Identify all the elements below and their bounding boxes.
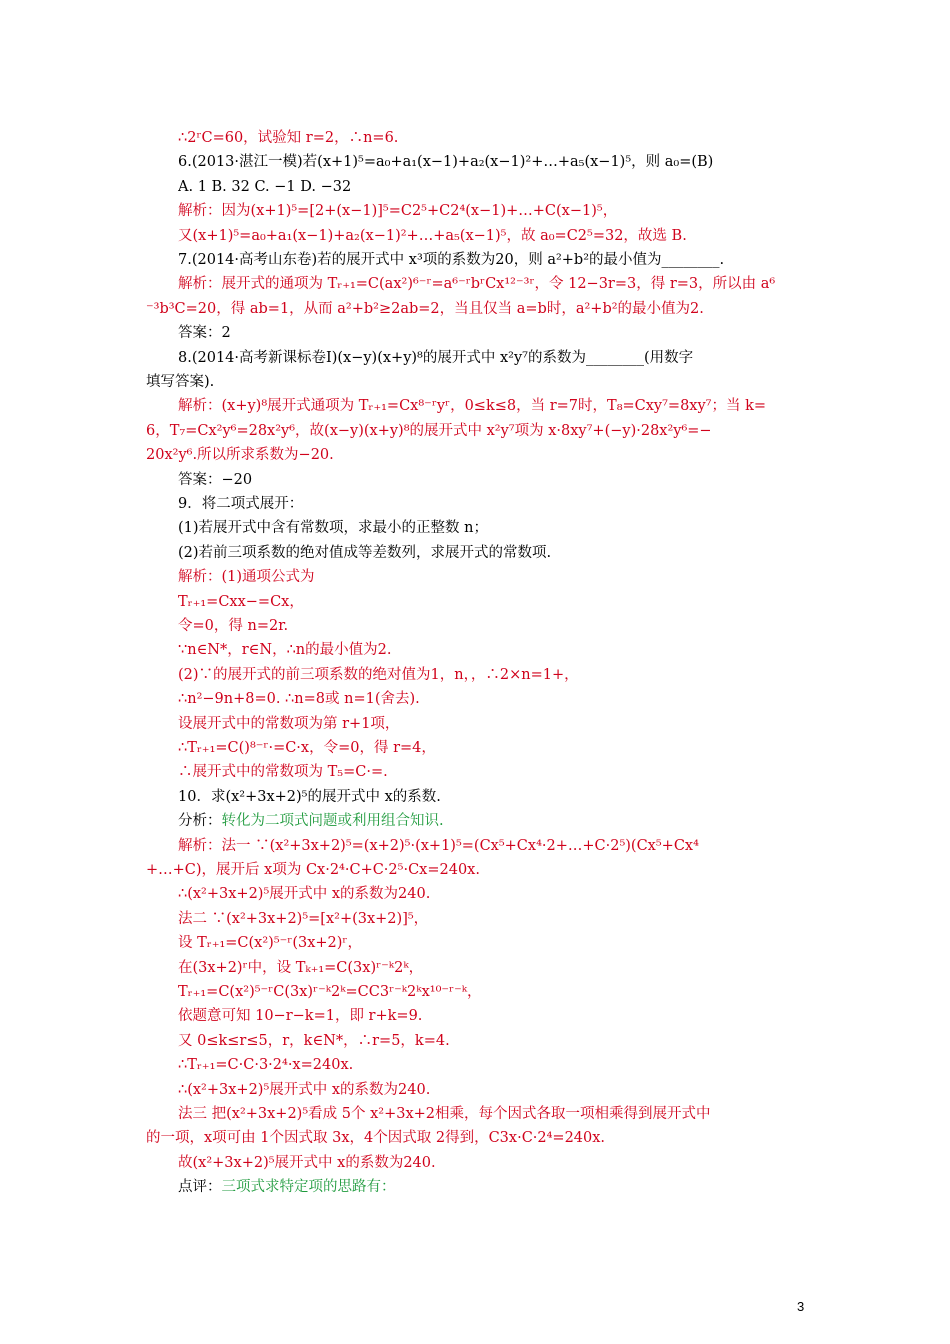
- text-line: 20x²y⁶.所以所求系数为−20.: [146, 447, 334, 464]
- text-line: 6，T₇=Cx²y⁶=28x²y⁶，故(x−y)(x+y)⁸的展开式中 x²y⁷项为 x·8xy⁷+(−y)·28x²y⁶=−: [146, 422, 712, 439]
- text-line: 点评：三项式求特定项的思路有：: [178, 1179, 396, 1196]
- text-line: ∵n∈N*，r∈N，∴n的最小值为2.: [178, 642, 392, 659]
- text-line: ∴展开式中的常数项为 T₅=C·=.: [178, 764, 388, 781]
- text-line: 解析：(1)通项公式为: [178, 569, 315, 586]
- text-line: 分析：转化为二项式问题或利用组合知识.: [178, 813, 444, 830]
- text-line: (2)若前三项系数的绝对值成等差数列，求展开式的常数项.: [178, 544, 552, 561]
- text-line: ∴(x²+3x+2)⁵展开式中 x的系数为240.: [178, 1081, 431, 1098]
- text-line: 设展开式中的常数项为第 r+1项，: [178, 715, 400, 732]
- text-line: 解析：法一 ∵(x²+3x+2)⁵=(x+2)⁵·(x+1)⁵=(Cx⁵+Cx⁴·2+…+C·2⁵)(Cx⁵+Cx⁴: [178, 837, 699, 854]
- text-line: 法三 把(x²+3x+2)⁵看成 5个 x²+3x+2相乘，每个因式各取一项相乘得到展开式中: [178, 1106, 711, 1122]
- text-line: 6.(2013·湛江一模)若(x+1)⁵=a₀+a₁(x−1)+a₂(x−1)²+…+a₅(x−1)⁵，则 a₀=(B): [178, 154, 714, 171]
- text-line: 依题意可知 10−r−k=1，即 r+k=9.: [178, 1008, 423, 1025]
- text-line: 又(x+1)⁵=a₀+a₁(x−1)+a₂(x−1)²+…+a₅(x−1)⁵，故 a₀=C2⁵=32，故选 B.: [178, 227, 687, 244]
- text-line: 解析：展开式的通项为 Tᵣ₊₁=C(ax²)⁶⁻ʳ=a⁶⁻ʳbʳCx¹²⁻³ʳ，令 12−3r=3，得 r=3，所以由 a⁶: [178, 276, 776, 293]
- text-line: ⁻³b³C=20，得 ab=1，从而 a²+b²≥2ab=2，当且仅当 a=b时，a²+b²的最小值为2.: [146, 300, 704, 317]
- text-line: Tᵣ₊₁=Cxx−=Cx，: [178, 593, 304, 610]
- text-line: 法二 ∵(x²+3x+2)⁵=[x²+(3x+2)]⁵，: [178, 910, 429, 927]
- text-line: 7.(2014·高考山东卷)若的展开式中 x³项的系数为20，则 a²+b²的最小值为________.: [178, 252, 725, 268]
- text-line: ∴n²−9n+8=0. ∴n=8或 n=1(舍去).: [178, 691, 420, 708]
- page-number: 3: [797, 1299, 805, 1314]
- text-line: Tᵣ₊₁=C(x²)⁵⁻ʳC(3x)ʳ⁻ᵏ2ᵏ=CC3ʳ⁻ᵏ2ᵏx¹⁰⁻ʳ⁻ᵏ，: [178, 984, 482, 1000]
- text-line: ∴2ʳC=60，试验知 r=2，∴n=6.: [178, 130, 399, 146]
- text-line: (2)∵的展开式的前三项系数的绝对值为1，n，，∴2×n=1+，: [178, 666, 579, 683]
- text-line: 又 0≤k≤r≤5，r，k∈N*，∴r=5，k=4.: [178, 1032, 450, 1049]
- text-line: A. 1 B. 32 C. −1 D. −32: [178, 178, 352, 195]
- text-line: 9．将二项式展开：: [178, 496, 304, 512]
- text-line: ∴Tᵣ₊₁=C·C·3·2⁴·x=240x.: [178, 1057, 354, 1074]
- text-line: 答案：−20: [178, 471, 253, 488]
- text-line: (1)若展开式中含有常数项，求最小的正整数 n；: [178, 520, 488, 537]
- text-line: 8.(2014·高考新课标卷Ⅰ)(x−y)(x+y)⁸的展开式中 x²y⁷的系数为________(用数字: [178, 349, 694, 366]
- text-line: 设 Tᵣ₊₁=C(x²)⁵⁻ʳ(3x+2)ʳ，: [178, 935, 362, 952]
- text-line: ∴Tᵣ₊₁=C()⁸⁻ʳ·=C·x，令=0，得 r=4，: [178, 740, 436, 756]
- text-line: 解析：(x+y)⁸展开式通项为 Tᵣ₊₁=Cx⁸⁻ʳyʳ，0≤k≤8，当 r=7时，T₈=Cxy⁷=8xy⁷；当 k=: [178, 398, 767, 415]
- text-line: 的一项，x项可由 1个因式取 3x，4个因式取 2得到，C3x·C·2⁴=240x.: [146, 1130, 606, 1147]
- text-line: 解析：因为(x+1)⁵=[2+(x−1)]⁵=C2⁵+C2⁴(x−1)+…+C(x−1)⁵，: [178, 203, 618, 220]
- text-line: 填写答案).: [146, 374, 215, 390]
- text-line: 答案：2: [178, 325, 231, 342]
- text-line: 在(3x+2)ʳ中，设 Tₖ₊₁=C(3x)ʳ⁻ᵏ2ᵏ，: [178, 959, 424, 976]
- text-line: +…+C)，展开后 x项为 Cx·2⁴·C+C·2⁵·Cx=240x.: [146, 862, 480, 878]
- text-line: 令=0，得 n=2r.: [178, 618, 289, 634]
- text-line: ∴(x²+3x+2)⁵展开式中 x的系数为240.: [178, 886, 431, 903]
- text-line: 故(x²+3x+2)⁵展开式中 x的系数为240.: [178, 1154, 436, 1171]
- text-line: 10．求(x²+3x+2)⁵的展开式中 x的系数.: [178, 788, 441, 805]
